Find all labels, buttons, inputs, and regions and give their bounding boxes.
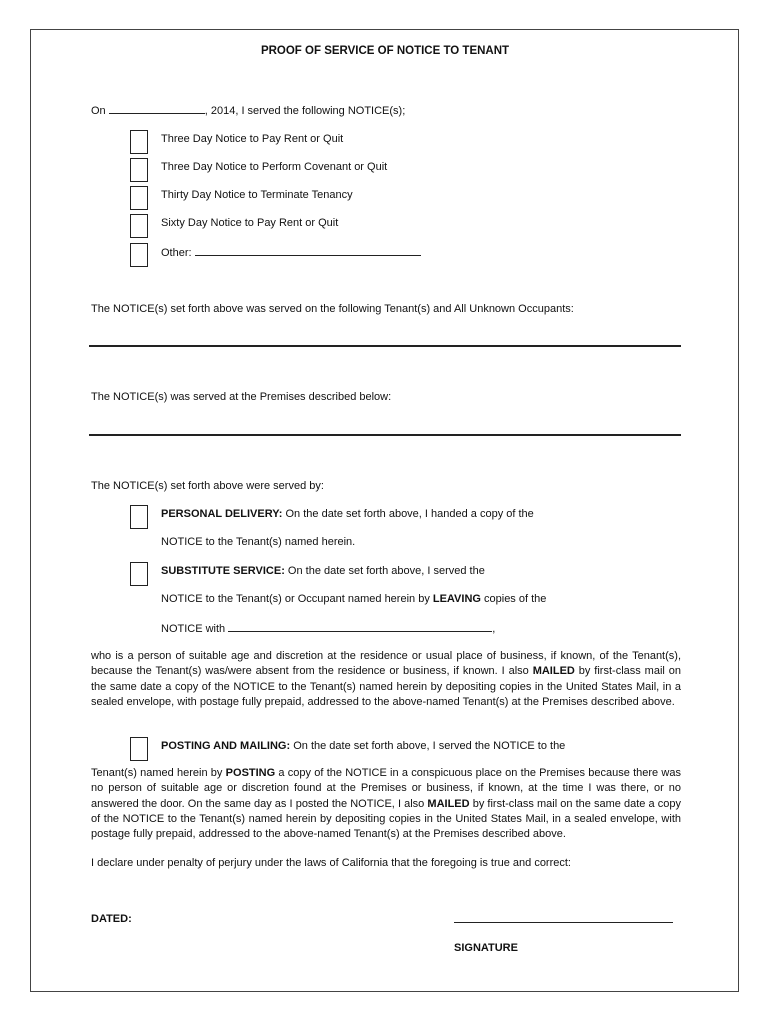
substitute-paragraph-part-2: by first-class mail on the same date a copy of the NOTICE to the Tenant(s) named herein by depositing copies in the United States Mail, in a sealed envelope, with postage fully prepaid, addressed to the above-named Tenant(s) at the Premises described above. [91, 665, 681, 708]
personal-delivery-heading: PERSONAL DELIVERY: [161, 508, 283, 520]
posting-mailing-heading: POSTING AND MAILING: [161, 740, 291, 752]
checkbox-three-day-perform-covenant[interactable] [130, 158, 148, 182]
dated-label: DATED: [91, 913, 132, 925]
other-field[interactable] [195, 245, 421, 256]
served-date-field[interactable] [109, 103, 205, 114]
posting-paragraph-part-3: by first-class mail on the same date a copy of the NOTICE to the Tenant(s) named herein by depositing copies in the United States Mail, in a sealed envelope, with postage fully prepaid, addressed to the above-named Tenant(s) at the Premises described above. [91, 797, 681, 841]
posting-paragraph-part-2: a copy of the NOTICE in a conspicuous place on the Premises because there was no person of suitable age or discretion found at the Premises or business, if known, at the time I was there, or no answered the door. On the same day as I posted the NOTICE, I also [91, 767, 681, 810]
checkbox-personal-delivery[interactable] [130, 505, 148, 529]
premises-statement: The NOTICE(s) was served at the Premises described below: [91, 391, 392, 403]
substitute-paragraph-part-1: who is a person of suitable age and discretion at the residence or usual place of business, if known, of the Tenant(s), because the Tenant(s) was/were absent from the residence or business, if known. I also [91, 650, 681, 678]
document-title: PROOF OF SERVICE OF NOTICE TO TENANT [260, 45, 510, 57]
substitute-paragraph [91, 649, 681, 710]
option-label: Thirty Day Notice to Terminate Tenancy [161, 189, 353, 201]
notice-with-comma: , [492, 623, 496, 635]
substitute-service-line-1 [161, 564, 485, 578]
premises-field-line[interactable] [89, 434, 681, 436]
signature-label: SIGNATURE [454, 942, 518, 954]
checkbox-sixty-day-pay-rent[interactable] [130, 214, 148, 238]
declaration: I declare under penalty of perjury under the laws of California that the foregoing is true and correct: [91, 857, 571, 869]
substitute-service-heading: SUBSTITUTE SERVICE: [161, 565, 285, 577]
served-date-line [91, 103, 405, 118]
option-label: Other: [161, 247, 192, 259]
posting-keyword: POSTING [225, 767, 276, 779]
other-option [161, 245, 421, 260]
checkbox-other[interactable] [130, 243, 148, 267]
option-label: Three Day Notice to Perform Covenant or Quit [161, 161, 388, 173]
tenants-statement: The NOTICE(s) set forth above was served on the following Tenant(s) and All Unknown Occupants: [91, 303, 574, 315]
notice-with-field[interactable] [228, 621, 492, 632]
mailed-keyword: MAILED [427, 797, 470, 810]
posting-mailing-line-1 [161, 739, 565, 753]
personal-delivery-text: On the date set forth above, I handed a copy of the [282, 508, 534, 520]
checkbox-thirty-day-terminate[interactable] [130, 186, 148, 210]
substitute-text-a: NOTICE to the Tenant(s) or Occupant named herein by [161, 593, 433, 605]
checkbox-substitute-service[interactable] [130, 562, 148, 586]
served-prefix: On [91, 105, 106, 117]
substitute-service-text: On the date set forth above, I served the [284, 565, 485, 577]
notice-with-label: NOTICE with [161, 623, 226, 635]
option-label: Sixty Day Notice to Pay Rent or Quit [161, 217, 339, 229]
posting-mailing-text: On the date set forth above, I served the NOTICE to the [290, 740, 566, 752]
posting-paragraph-part-1: Tenant(s) named herein by [91, 767, 226, 779]
mailed-keyword: MAILED [532, 665, 575, 678]
substitute-service-line-3 [161, 621, 495, 636]
substitute-text-c: copies of the [480, 593, 547, 605]
checkbox-posting-mailing[interactable] [130, 737, 148, 761]
option-label: Three Day Notice to Pay Rent or Quit [161, 133, 344, 145]
served-suffix: , 2014, I served the following NOTICE(s); [204, 105, 406, 117]
personal-delivery-line-1 [161, 507, 534, 521]
checkbox-three-day-pay-rent[interactable] [130, 130, 148, 154]
posting-paragraph [91, 766, 681, 842]
tenants-field-line[interactable] [89, 345, 681, 347]
leaving-keyword: LEAVING [432, 593, 481, 605]
served-by-statement: The NOTICE(s) set forth above were served by: [91, 480, 324, 492]
signature-field-line[interactable] [454, 922, 673, 923]
personal-delivery-line-2: NOTICE to the Tenant(s) named herein. [161, 536, 356, 548]
substitute-service-line-2 [161, 592, 546, 606]
